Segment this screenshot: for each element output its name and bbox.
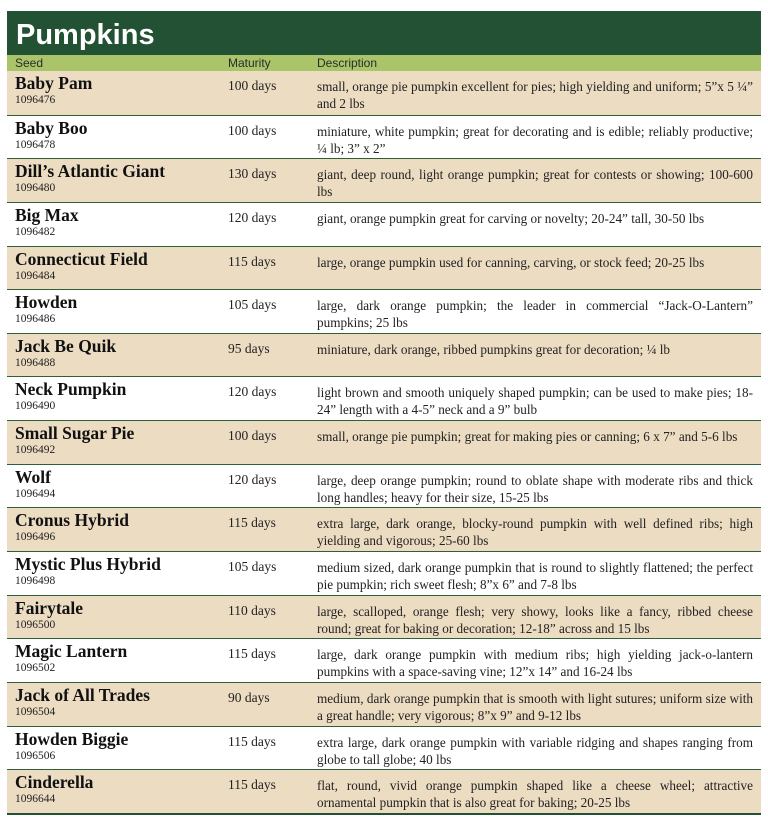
description-cell: large, dark orange pumpkin; the leader in commercial “Jack-O-Lantern” pumpkins; 25 lbs (317, 298, 753, 331)
seed-name: Wolf (15, 466, 51, 487)
description-cell: giant, orange pumpkin great for carving or novelty; 20-24” tall, 30-50 lbs (317, 210, 705, 226)
table-row (7, 638, 761, 682)
seed-name: Cronus Hybrid (15, 510, 129, 531)
table-row (7, 595, 761, 639)
description-cell: extra large, dark orange, blocky-round pumpkin with well defined ribs; high yielding and vigorous; 25-60 lbs (317, 516, 753, 549)
table-row (7, 682, 761, 726)
seed-number: 1096500 (15, 618, 56, 631)
description-cell: small, orange pie pumpkin excellent for pies; high yielding and uniform; 5”x 5 ¼” and 2 lbs (317, 79, 753, 111)
table-row (7, 333, 761, 377)
table-row (7, 158, 761, 202)
seed-name: Small Sugar Pie (15, 423, 135, 444)
seed-number: 1096484 (15, 269, 56, 282)
seed-number: 1096476 (15, 94, 56, 106)
seed-number: 1096496 (15, 531, 56, 544)
seed-name: Connecticut Field (15, 248, 148, 269)
description-cell: miniature, dark orange, ribbed pumpkins great for decoration; ¼ lb (317, 341, 671, 357)
table-row (7, 726, 761, 770)
seed-cell (7, 508, 225, 551)
seed-name: Howden Biggie (15, 728, 129, 749)
page-title: Pumpkins (7, 11, 761, 55)
seed-name: Baby Pam (15, 73, 93, 93)
description-cell: flat, round, vivid orange pumpkin shaped like a cheese wheel; attractive ornamental pumpkin that is also great for baking; 20-25 lbs (317, 778, 753, 811)
seed-name: Dill’s Atlantic Giant (15, 161, 166, 182)
seed-name: Cinderella (15, 772, 94, 793)
maturity-cell: 115 days (228, 646, 276, 662)
seed-name: Neck Pumpkin (15, 379, 127, 400)
seed-cell (7, 770, 225, 813)
seed-name: Big Max (15, 204, 79, 225)
seed-cell (7, 71, 225, 115)
seed-cell (7, 596, 225, 639)
seed-number: 1096644 (15, 793, 56, 806)
seed-number: 1096504 (15, 705, 56, 718)
maturity-cell: 130 days (228, 166, 277, 182)
table-row (7, 246, 761, 290)
seed-number: 1096488 (15, 356, 56, 369)
seed-number: 1096498 (15, 575, 56, 588)
maturity-cell: 120 days (228, 384, 277, 400)
description-cell: large, deep orange pumpkin; round to oblate shape with moderate ribs and thick long handles; heavy for their size, 15-25 lbs (317, 472, 753, 505)
seed-cell (7, 465, 225, 508)
table-row (7, 769, 761, 813)
seed-cell (7, 639, 225, 682)
maturity-cell: 115 days (228, 777, 276, 793)
seed-name: Baby Boo (15, 117, 88, 138)
table-row (7, 71, 761, 115)
table-row (7, 115, 761, 159)
seed-number: 1096494 (15, 487, 56, 500)
maturity-cell: 110 days (228, 602, 276, 618)
maturity-cell: 100 days (228, 78, 277, 93)
seed-number: 1096478 (15, 138, 56, 151)
description-cell: extra large, dark orange pumpkin with variable ridging and shapes ranging from globe to tall globe; 40 lbs (317, 734, 753, 767)
pumpkin-seed-sheet (7, 11, 761, 815)
table-row (7, 376, 761, 420)
column-header-maturity: Maturity (228, 56, 271, 70)
description-cell: large, orange pumpkin used for canning, carving, or stock feed; 20-25 lbs (317, 254, 705, 270)
seed-name: Jack of All Trades (15, 684, 150, 705)
table-row (7, 464, 761, 508)
table-row (7, 202, 761, 246)
seed-cell (7, 203, 225, 246)
maturity-cell: 90 days (228, 689, 270, 705)
table-row (7, 289, 761, 333)
seed-number: 1096480 (15, 182, 56, 195)
seed-cell (7, 159, 225, 202)
seed-cell (7, 727, 225, 770)
seed-cell (7, 552, 225, 595)
maturity-cell: 95 days (228, 340, 270, 356)
seed-name: Jack Be Quik (15, 335, 117, 356)
seed-table-body (7, 71, 761, 815)
table-row (7, 420, 761, 464)
seed-number: 1096482 (15, 225, 56, 238)
description-cell: miniature, white pumpkin; great for decorating and is edible; reliably productive; ¼ lb; 3” x 2” (317, 123, 753, 156)
seed-cell (7, 334, 225, 377)
maturity-cell: 120 days (228, 471, 277, 487)
description-cell: large, scalloped, orange flesh; very showy, looks like a fancy, ribbed cheese round; great for baking or decoration; 12-18” across and 15 lbs (317, 603, 753, 636)
description-cell: large, dark orange pumpkin with medium ribs; high yielding jack-o-lantern pumpkins with a space-saving vine; 12”x 14” and 16-24 lbs (317, 647, 753, 680)
column-header-description: Description (317, 56, 378, 70)
table-row (7, 507, 761, 551)
description-cell: medium sized, dark orange pumpkin that is round to slightly flattened; the perfect pie pumpkin; rich sweet flesh; 8”x 6” and 7-8 lbs (317, 560, 753, 593)
seed-cell (7, 116, 225, 159)
maturity-cell: 105 days (228, 297, 277, 313)
seed-number: 1096490 (15, 400, 56, 413)
seed-name: Fairytale (15, 597, 84, 618)
description-cell: giant, deep round, light orange pumpkin; great for contests or showing; 100-600 lbs (317, 167, 753, 200)
seed-number: 1096486 (15, 313, 56, 326)
seed-name: Magic Lantern (15, 641, 128, 662)
maturity-cell: 115 days (228, 253, 276, 269)
column-header-row (7, 55, 761, 71)
table-row (7, 551, 761, 595)
seed-cell (7, 290, 225, 333)
seed-name: Howden (15, 292, 78, 313)
maturity-cell: 115 days (228, 733, 276, 749)
seed-cell (7, 377, 225, 420)
column-header-seed: Seed (15, 56, 44, 70)
seed-cell (7, 683, 225, 726)
seed-name: Mystic Plus Hybrid (15, 554, 161, 575)
seed-number: 1096492 (15, 444, 56, 457)
seed-number: 1096502 (15, 662, 56, 675)
maturity-cell: 100 days (228, 122, 277, 138)
seed-cell (7, 421, 225, 464)
description-cell: medium, dark orange pumpkin that is smooth with light sutures; uniform size with a great handle; very vigorous; 8”x 9” and 9-12 lbs (317, 690, 753, 723)
description-cell: light brown and smooth uniquely shaped pumpkin; can be used to make pies; 18-24” length with a 4-5” neck and a 9” bulb (317, 385, 753, 418)
maturity-cell: 120 days (228, 209, 277, 225)
maturity-cell: 115 days (228, 515, 276, 531)
maturity-cell: 100 days (228, 428, 277, 444)
seed-cell (7, 247, 225, 290)
maturity-cell: 105 days (228, 559, 277, 575)
description-cell: small, orange pie pumpkin; great for making pies or canning; 6 x 7” and 5-6 lbs (317, 429, 738, 445)
seed-number: 1096506 (15, 749, 56, 762)
